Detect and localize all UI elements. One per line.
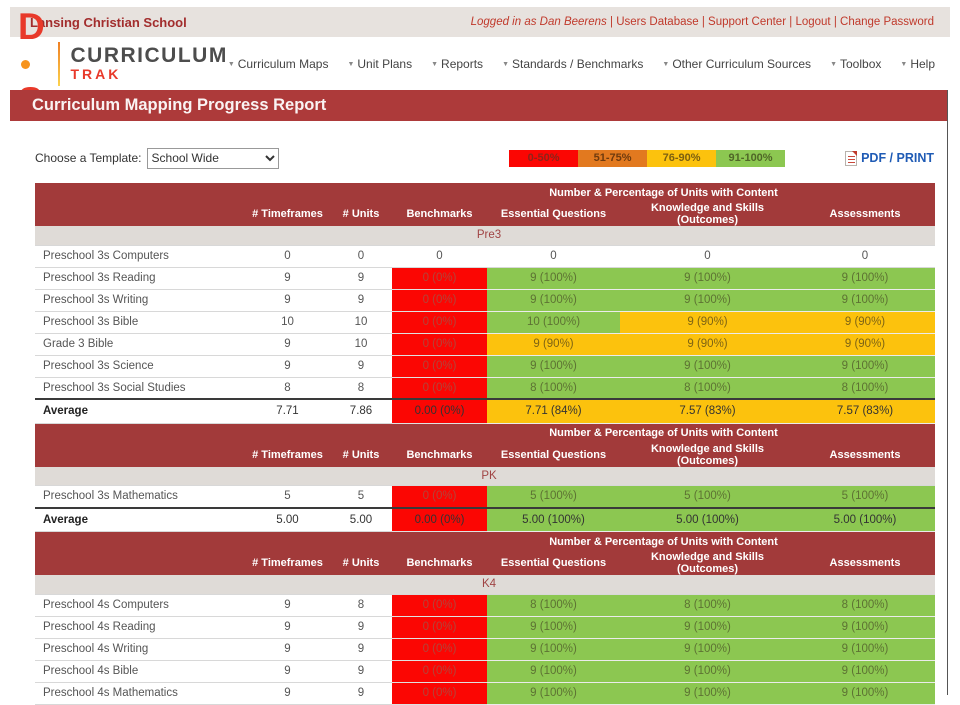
table-row	[35, 333, 935, 355]
separator: |	[699, 16, 708, 28]
cell-knowledge_skills: 8 (100%)	[620, 377, 795, 399]
cell-benchmarks: 0 (0%)	[392, 333, 487, 355]
header-row-span	[35, 424, 935, 443]
report-table-pk	[35, 424, 935, 533]
cell-units: 8	[330, 594, 392, 616]
table-row	[35, 377, 935, 399]
topbar-link-users-database[interactable]: Users Database	[616, 16, 698, 28]
cell-knowledge_skills: 9 (100%)	[620, 682, 795, 704]
cell-essential_questions: 8 (100%)	[487, 594, 620, 616]
header-row-span	[35, 532, 935, 551]
cell-knowledge_skills: 9 (100%)	[620, 660, 795, 682]
table-row	[35, 267, 935, 289]
row-label: Preschool 3s Social Studies	[35, 377, 245, 399]
cell-knowledge_skills: 8 (100%)	[620, 594, 795, 616]
column-header-assessments: Assessments	[795, 443, 935, 467]
progress-legend	[509, 150, 785, 167]
cell-timeframes: 5.00	[245, 508, 330, 532]
table-row	[35, 245, 935, 267]
school-name: Lansing Christian School	[30, 15, 187, 30]
row-label: Preschool 4s Reading	[35, 616, 245, 638]
cell-timeframes: 9	[245, 682, 330, 704]
header-spacer	[35, 424, 392, 443]
header-span-label: Number & Percentage of Units with Content	[392, 532, 935, 551]
nav-item-label: Help	[910, 57, 935, 71]
report-tables	[35, 183, 947, 705]
pdf-print-link[interactable]: PDF / PRINT	[845, 151, 934, 166]
cell-essential_questions: 9 (100%)	[487, 616, 620, 638]
cell-units: 8	[330, 377, 392, 399]
page-title: Curriculum Mapping Progress Report	[10, 90, 947, 121]
topbar-link-support-center[interactable]: Support Center	[708, 16, 786, 28]
column-header-units: # Units	[330, 202, 392, 226]
cell-assessments: 5 (100%)	[795, 486, 935, 508]
table-row	[35, 355, 935, 377]
column-header-timeframes: # Timeframes	[245, 443, 330, 467]
cell-timeframes: 9	[245, 616, 330, 638]
report-table-k4	[35, 532, 935, 705]
cell-essential_questions: 5.00 (100%)	[487, 508, 620, 532]
cell-essential_questions: 9 (100%)	[487, 355, 620, 377]
cell-timeframes: 9	[245, 267, 330, 289]
cell-essential_questions: 7.71 (84%)	[487, 399, 620, 423]
main-nav	[228, 57, 935, 71]
nav-item-label: Toolbox	[840, 57, 881, 71]
nav-item-other-curriculum-sources[interactable]	[662, 57, 811, 71]
cell-assessments: 9 (90%)	[795, 311, 935, 333]
column-header-assessments: Assessments	[795, 551, 935, 575]
nav-item-curriculum-maps[interactable]	[228, 57, 329, 71]
header-row-span	[35, 183, 935, 202]
cell-assessments: 7.57 (83%)	[795, 399, 935, 423]
cell-knowledge_skills: 9 (100%)	[620, 355, 795, 377]
column-header-essential-questions: Essential Questions	[487, 202, 620, 226]
chevron-down-icon: ▼	[431, 61, 438, 68]
nav-item-label: Standards / Benchmarks	[512, 57, 643, 71]
cell-knowledge_skills: 9 (100%)	[620, 638, 795, 660]
cell-essential_questions: 9 (100%)	[487, 289, 620, 311]
logo-ds-mark: D	[18, 8, 49, 119]
cell-units: 9	[330, 616, 392, 638]
cell-units: 7.86	[330, 399, 392, 423]
header-row-columns	[35, 551, 935, 575]
cell-timeframes: 9	[245, 594, 330, 616]
cell-benchmarks: 0	[392, 245, 487, 267]
chevron-down-icon: ▼	[502, 61, 509, 68]
report-toolbar	[10, 147, 947, 169]
cell-knowledge_skills: 9 (90%)	[620, 311, 795, 333]
cell-essential_questions: 9 (100%)	[487, 660, 620, 682]
cell-units: 9	[330, 660, 392, 682]
header-bar	[10, 37, 948, 90]
cell-knowledge_skills: 9 (100%)	[620, 289, 795, 311]
column-header-blank	[35, 551, 245, 575]
nav-item-label: Unit Plans	[357, 57, 412, 71]
row-label: Preschool 3s Reading	[35, 267, 245, 289]
report-page	[10, 90, 948, 695]
chevron-down-icon: ▼	[347, 61, 354, 68]
account-links	[471, 16, 934, 28]
cell-assessments: 9 (100%)	[795, 638, 935, 660]
column-header-benchmarks: Benchmarks	[392, 551, 487, 575]
header-spacer	[35, 532, 392, 551]
topbar-links	[607, 16, 934, 28]
cell-timeframes: 5	[245, 486, 330, 508]
cell-units: 9	[330, 682, 392, 704]
row-label: Preschool 4s Computers	[35, 594, 245, 616]
nav-item-standards-benchmarks[interactable]	[502, 57, 643, 71]
logo-dot-icon	[21, 60, 30, 69]
pdf-icon	[845, 151, 857, 166]
row-label: Grade 3 Bible	[35, 333, 245, 355]
header-row-columns	[35, 443, 935, 467]
nav-item-unit-plans[interactable]	[347, 57, 412, 71]
table-row	[35, 594, 935, 616]
cell-essential_questions: 9 (100%)	[487, 267, 620, 289]
report-table-pre3	[35, 183, 935, 424]
separator: |	[786, 16, 795, 28]
group-row	[35, 226, 935, 245]
row-label: Preschool 4s Bible	[35, 660, 245, 682]
cell-benchmarks: 0 (0%)	[392, 660, 487, 682]
column-header-essential-questions: Essential Questions	[487, 551, 620, 575]
cell-units: 5	[330, 486, 392, 508]
column-header-timeframes: # Timeframes	[245, 551, 330, 575]
chevron-down-icon: ▼	[662, 61, 669, 68]
cell-assessments: 0	[795, 245, 935, 267]
cell-knowledge_skills: 0	[620, 245, 795, 267]
chevron-down-icon: ▼	[228, 61, 235, 68]
cell-assessments: 9 (100%)	[795, 660, 935, 682]
column-header-knowledge-and-skills-outcomes: Knowledge and Skills (Outcomes)	[620, 443, 795, 467]
separator: |	[607, 16, 616, 28]
cell-assessments: 9 (100%)	[795, 267, 935, 289]
cell-units: 10	[330, 311, 392, 333]
group-row	[35, 467, 935, 486]
column-header-units: # Units	[330, 551, 392, 575]
column-header-essential-questions: Essential Questions	[487, 443, 620, 467]
cell-timeframes: 10	[245, 311, 330, 333]
average-label: Average	[35, 508, 245, 532]
column-header-timeframes: # Timeframes	[245, 202, 330, 226]
cell-assessments: 9 (90%)	[795, 333, 935, 355]
cell-timeframes: 9	[245, 660, 330, 682]
cell-benchmarks: 0 (0%)	[392, 486, 487, 508]
cell-units: 9	[330, 355, 392, 377]
cell-essential_questions: 9 (100%)	[487, 638, 620, 660]
cell-knowledge_skills: 5.00 (100%)	[620, 508, 795, 532]
cell-essential_questions: 9 (90%)	[487, 333, 620, 355]
cell-assessments: 9 (100%)	[795, 289, 935, 311]
cell-benchmarks: 0 (0%)	[392, 289, 487, 311]
topbar-link-change-password[interactable]: Change Password	[840, 16, 934, 28]
logo-divider	[58, 42, 60, 86]
column-header-benchmarks: Benchmarks	[392, 202, 487, 226]
cell-benchmarks: 0 (0%)	[392, 594, 487, 616]
nav-item-label: Reports	[441, 57, 483, 71]
legend-item-0-50: 0-50%	[509, 150, 578, 167]
cell-knowledge_skills: 9 (100%)	[620, 616, 795, 638]
cell-assessments: 8 (100%)	[795, 377, 935, 399]
nav-item-reports[interactable]	[431, 57, 483, 71]
header-spacer	[35, 183, 392, 202]
group-label: K4	[35, 575, 935, 594]
cell-benchmarks: 0 (0%)	[392, 616, 487, 638]
nav-item-label: Other Curriculum Sources	[672, 57, 811, 71]
group-label: PK	[35, 467, 935, 486]
cell-timeframes: 8	[245, 377, 330, 399]
row-label: Preschool 3s Bible	[35, 311, 245, 333]
cell-units: 9	[330, 638, 392, 660]
cell-essential_questions: 9 (100%)	[487, 682, 620, 704]
cell-assessments: 8 (100%)	[795, 594, 935, 616]
average-label: Average	[35, 399, 245, 423]
table-row	[35, 616, 935, 638]
average-row	[35, 508, 935, 532]
header-row-columns	[35, 202, 935, 226]
row-label: Preschool 3s Writing	[35, 289, 245, 311]
cell-timeframes: 7.71	[245, 399, 330, 423]
cell-assessments: 5.00 (100%)	[795, 508, 935, 532]
row-label: Preschool 3s Mathematics	[35, 486, 245, 508]
cell-assessments: 9 (100%)	[795, 616, 935, 638]
cell-essential_questions: 8 (100%)	[487, 377, 620, 399]
cell-knowledge_skills: 9 (90%)	[620, 333, 795, 355]
cell-assessments: 9 (100%)	[795, 682, 935, 704]
cell-timeframes: 9	[245, 289, 330, 311]
column-header-units: # Units	[330, 443, 392, 467]
cell-units: 9	[330, 289, 392, 311]
cell-essential_questions: 10 (100%)	[487, 311, 620, 333]
legend-item-91-100: 91-100%	[716, 150, 785, 167]
cell-benchmarks: 0 (0%)	[392, 682, 487, 704]
cell-knowledge_skills: 7.57 (83%)	[620, 399, 795, 423]
logo-wordmark: CURRICULUM TRAK	[71, 45, 228, 82]
topbar-link-logout[interactable]: Logout	[795, 16, 830, 28]
separator: |	[831, 16, 840, 28]
cell-assessments: 9 (100%)	[795, 355, 935, 377]
table-row	[35, 682, 935, 704]
group-label: Pre3	[35, 226, 935, 245]
table-row	[35, 311, 935, 333]
cell-essential_questions: 0	[487, 245, 620, 267]
row-label: Preschool 4s Writing	[35, 638, 245, 660]
header-span-label: Number & Percentage of Units with Content	[392, 424, 935, 443]
cell-benchmarks: 0 (0%)	[392, 638, 487, 660]
cell-timeframes: 0	[245, 245, 330, 267]
legend-item-76-90: 76-90%	[647, 150, 716, 167]
column-header-blank	[35, 202, 245, 226]
cell-timeframes: 9	[245, 638, 330, 660]
template-select[interactable]	[147, 148, 279, 169]
cell-knowledge_skills: 9 (100%)	[620, 267, 795, 289]
column-header-knowledge-and-skills-outcomes: Knowledge and Skills (Outcomes)	[620, 202, 795, 226]
cell-knowledge_skills: 5 (100%)	[620, 486, 795, 508]
cell-timeframes: 9	[245, 333, 330, 355]
cell-units: 0	[330, 245, 392, 267]
table-row	[35, 660, 935, 682]
chevron-down-icon: ▼	[900, 61, 907, 68]
average-row	[35, 399, 935, 423]
header-span-label: Number & Percentage of Units with Content	[392, 183, 935, 202]
nav-item-label: Curriculum Maps	[238, 57, 329, 71]
column-header-benchmarks: Benchmarks	[392, 443, 487, 467]
chevron-down-icon: ▼	[830, 61, 837, 68]
cell-benchmarks: 0 (0%)	[392, 355, 487, 377]
cell-benchmarks: 0.00 (0%)	[392, 399, 487, 423]
cell-timeframes: 9	[245, 355, 330, 377]
row-label: Preschool 3s Computers	[35, 245, 245, 267]
group-row	[35, 575, 935, 594]
cell-units: 5.00	[330, 508, 392, 532]
template-label: Choose a Template:	[35, 151, 142, 165]
table-row	[35, 289, 935, 311]
column-header-knowledge-and-skills-outcomes: Knowledge and Skills (Outcomes)	[620, 551, 795, 575]
nav-item-help[interactable]	[900, 57, 935, 71]
cell-benchmarks: 0.00 (0%)	[392, 508, 487, 532]
cell-units: 9	[330, 267, 392, 289]
cell-benchmarks: 0 (0%)	[392, 267, 487, 289]
cell-benchmarks: 0 (0%)	[392, 377, 487, 399]
row-label: Preschool 4s Mathematics	[35, 682, 245, 704]
nav-item-toolbox[interactable]	[830, 57, 881, 71]
table-row	[35, 486, 935, 508]
cell-benchmarks: 0 (0%)	[392, 311, 487, 333]
table-row	[35, 638, 935, 660]
legend-item-51-75: 51-75%	[578, 150, 647, 167]
column-header-assessments: Assessments	[795, 202, 935, 226]
cell-essential_questions: 5 (100%)	[487, 486, 620, 508]
cell-units: 10	[330, 333, 392, 355]
logged-in-as: Logged in as Dan Beerens	[471, 16, 607, 28]
column-header-blank	[35, 443, 245, 467]
row-label: Preschool 3s Science	[35, 355, 245, 377]
